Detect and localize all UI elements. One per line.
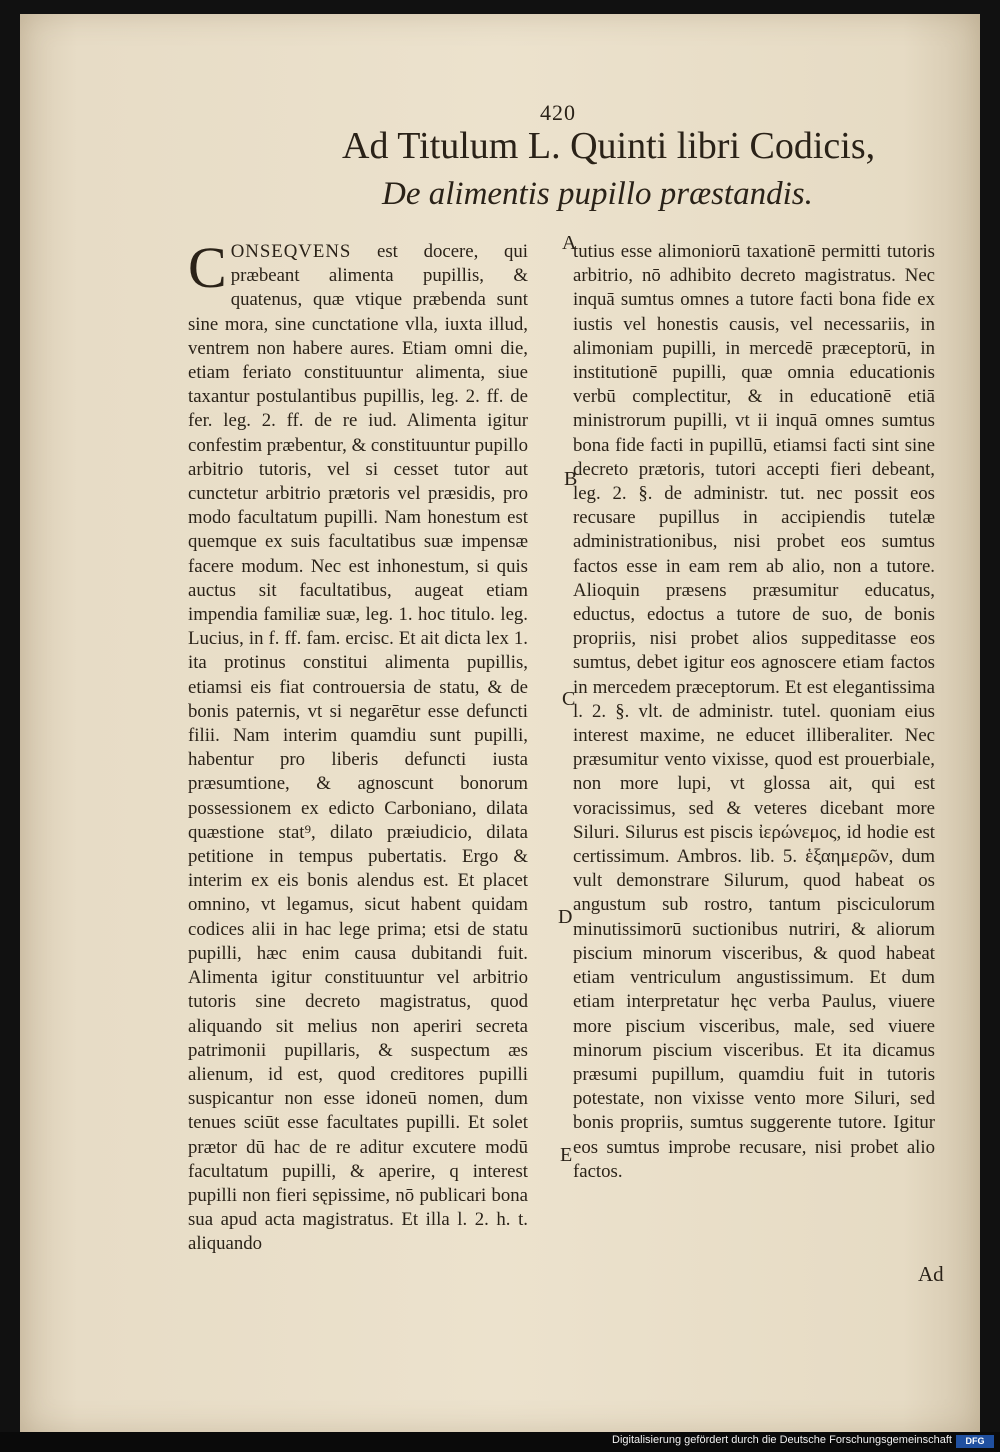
margin-marker-e: E <box>560 1144 573 1166</box>
margin-marker-b: B <box>564 468 578 490</box>
dfg-logo: DFG <box>956 1435 994 1448</box>
page-number: 420 <box>540 100 576 125</box>
left-column-text: est docere, qui præbeant alimenta pupillis, & quatenus, quæ vtique præbenda sunt sine mora, sine cunctatione vlla, iuxta illud, ventrem non habere aures. Etiam omni die, etiam feriato constituuntur alimenta, siue taxantur postulantibus pupillis, leg. 2. ff. de fer. leg. 2. ff. de re iud. Alimenta igitur confestim præbentur, & constituuntur pupillo arbitrio tutoris, vel si cesset tutor aut cunctetur arbitrio prætoris vel præsidis, pro modo facultatum pupilli. Nam honestum est quemque ex suis facultatibus suæ impensæ facere modum. Nec est inhonestum, si quis auctus sit facultatibus, augeat etiam impendia familiæ suæ, leg. 1. hoc titulo. leg. Lucius, in f. ff. fam. ercisc. Et ait dicta lex 1. ita protinus constitui alimenta pupillis, etiamsi eis fiat controuersia de statu, & de bonis paternis, vt si negarētur esse defuncti filii. Nam interim quamdiu sunt pupilli, habentur pro liberis defuncti iusta præsumtione, & agnoscunt bonorum possessionem ex edicto Carboniano, dilata quæstione stat⁹, dilato præiudicio, dilata petitione in tempus pubertatis. Ergo & interim ex eis bonis alendus est. Et placet omnino, vt legamus, sicut habent quidam codices alii in hac lege prima; etsi de statu pupilli, hæc enim causa dubitandi fuit. Alimenta igitur constituuntur vel arbitrio tutoris sine decreto magistratus, quod aliquando sit melius non aperiri secreta patrimonii pupillaris, & suspectum æs alienum, id est, quod creditores pupilli suspicantur non esse idoneū nomen, dum tenues sciūt esse facultates pupilli. Et solet prætor dū hac de re aditur excutere modū facultatum pupilli, & aperire, q interest pupilli non fieri sępissime, nō publicari bona sua apud acta magistratus. Et illa l. 2. h. t. aliquando <box>188 241 528 1255</box>
footer-bar <box>0 1432 1000 1452</box>
margin-marker-d: D <box>558 906 573 928</box>
left-column <box>188 235 528 1257</box>
lead-word: ONSEQVENS <box>230 241 352 262</box>
book-page <box>20 14 980 1432</box>
page-title: Ad Titulum L. Quinti libri Codicis, <box>342 125 876 167</box>
right-column <box>573 240 935 1184</box>
catchword: Ad <box>918 1262 944 1286</box>
margin-marker-c: C <box>562 688 576 710</box>
page-subtitle: De alimentis pupillo præstandis. <box>382 176 813 212</box>
right-column-text: tutius esse alimoniorū taxationē permitti tutoris arbitrio, nō adhibito decreto magistratus. Nec inquā sumtus omnes a tutore facti bona fide ex iustis vel honestis causis, vel necessariis, in alimoniam pupilli, in mercedē præceptorū, in institutionē pupilli, quæ omnia educationis verbū complectitur, & in educationē etiā ministrorum pupilli, vt ii inquā omnes sumtus bona fide facti in pupillū, etiamsi facti sint sine decreto prætoris, tutori accepti fieri debeant, leg. 2. §. de administr. tut. nec possit eos recusare pupillus in accipiendis tutelæ administrationibus, nisi probet eos sumtus factos esse in eam rem ab alio, non a tutore. Alioquin præsens præsumitur educatus, eductus, edoctus a tutore de suo, de bonis propriis, nisi probet alios suppeditasse eos sumtus, debet igitur eos agnoscere etiam factos in mercedem præceptorum. Et est elegantissima l. 2. §. vlt. de administr. tutel. quoniam eius interest maxime, ne educet illiberaliter. Nec præsumitur vento vixisse, quod est prouerbiale, non more lupi, vt glossa ait, qui est voracissimus, sed & veteres dicebant more Siluri. Silurus est piscis ἰερώνεμος, id hodie est certissimum. Ambros. lib. 5. ἑξαημερῶν, dum vult demonstrare Silurum, quod habeat os angustum sub rostro, tantum pisciculorum minutissimorū suctionibus nutriri, & aliorum piscium minorum visceribus, & quod habeat etiam ventriculum angustissimum. Et dum etiam interpretatur hęc verba Paulus, viuere more piscium visceribus, male, sed viuere minorum piscium visceribus. Et ita dicamus præsumi pupillum, quamdiu fuit in tutoris potestate, non vixisse vento more Siluri, sed bonis propriis, sumtus suggerente tutore. Igitur eos sumtus improbe recusare, nisi probet alio factos. <box>573 241 935 1182</box>
footer-credit: Digitalisierung gefördert durch die Deutsche Forschungsgemeinschaft <box>612 1434 952 1446</box>
dropcap: C <box>188 235 227 300</box>
margin-marker-a: A <box>562 232 577 254</box>
